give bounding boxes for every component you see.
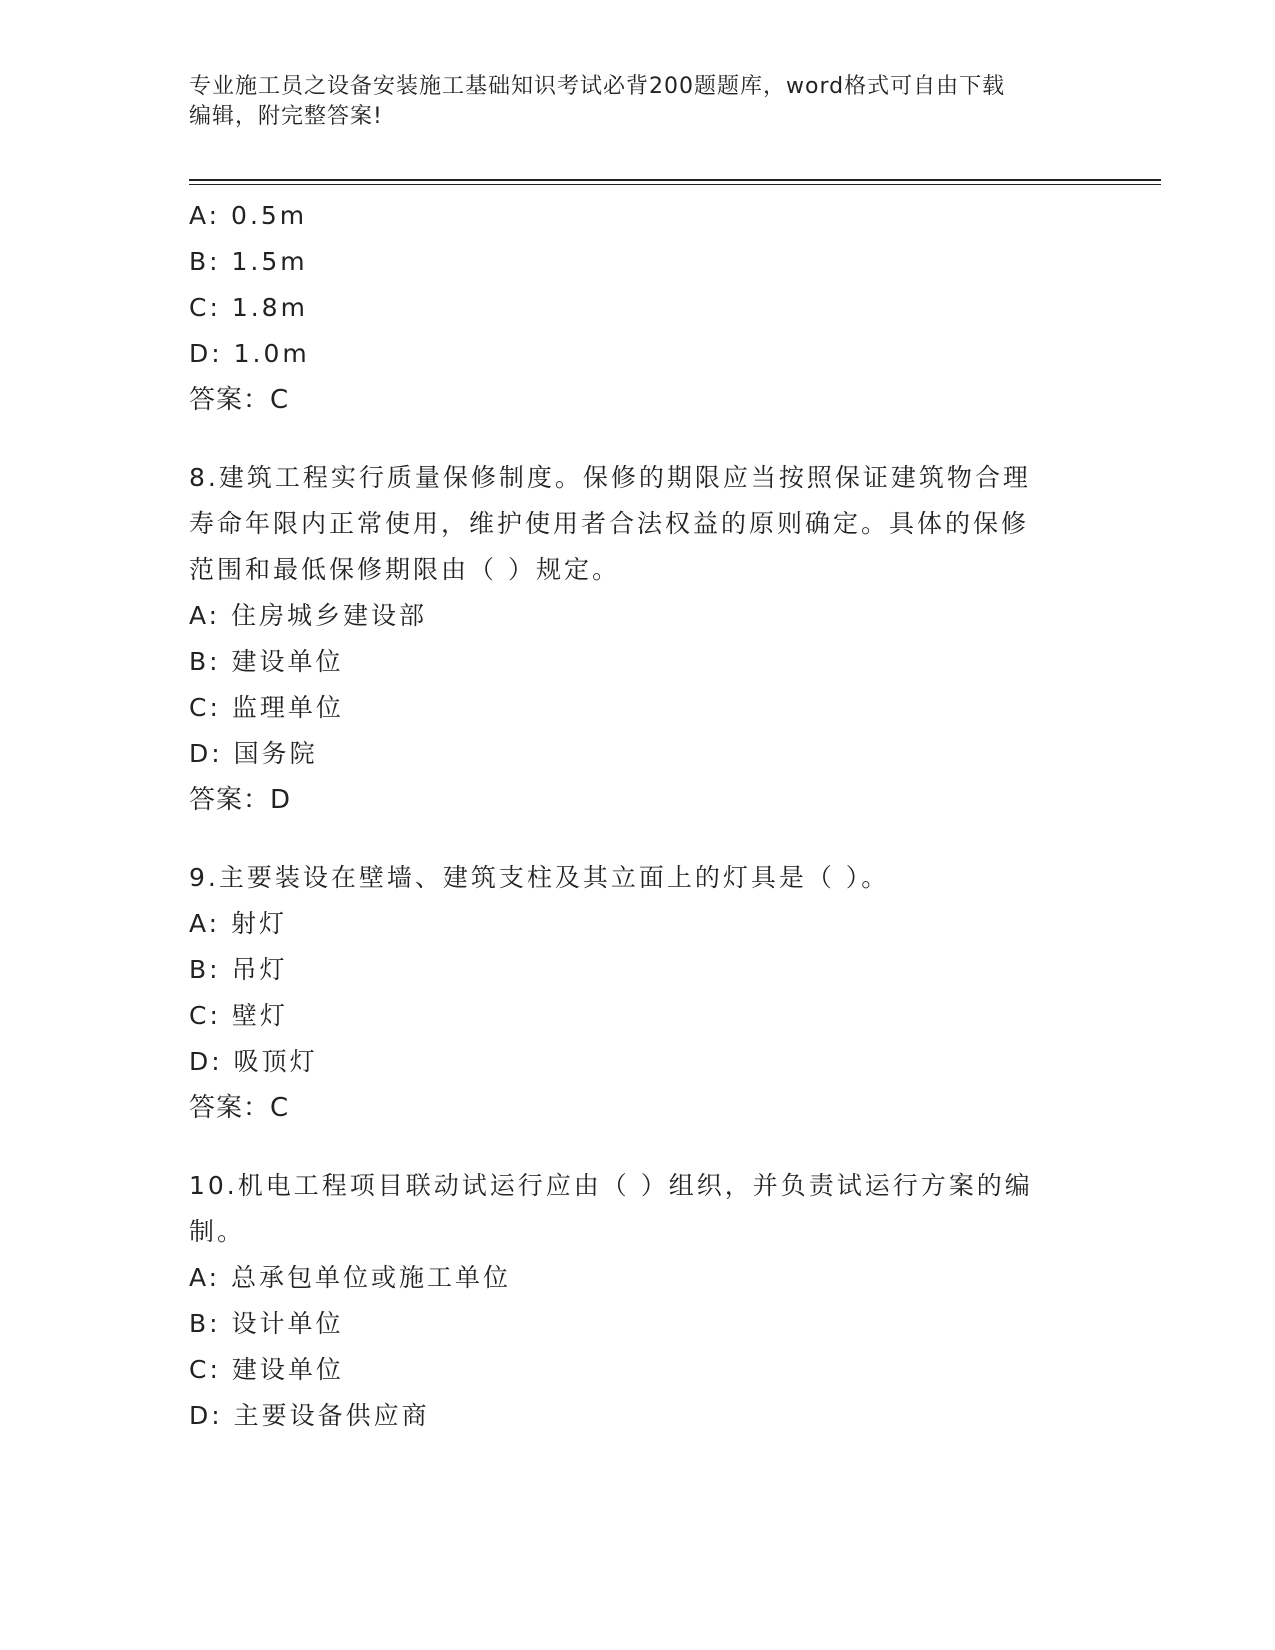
option-b: B: 设计单位 (189, 1309, 344, 1338)
question-stem-line: 范围和最低保修期限由（ ）规定。 (189, 555, 620, 584)
option-a: A: 总承包单位或施工单位 (189, 1263, 512, 1292)
question-list (189, 193, 1069, 1471)
option-a: A: 0.5m (189, 201, 308, 230)
answer-line: 答案：C (189, 385, 290, 415)
question-stem-line: 8.建筑工程实行质量保修制度。保修的期限应当按照保证建筑物合理 (189, 463, 1031, 492)
header-line-1: 专业施工员之设备安装施工基础知识考试必背200题题库，word格式可自由下载 (189, 74, 1006, 99)
question-7 (189, 193, 1069, 423)
question-9 (189, 855, 1069, 1131)
header-line-2: 编辑，附完整答案! (189, 104, 383, 129)
option-c: C: 1.8m (189, 293, 308, 322)
option-d: D: 吸顶灯 (189, 1047, 318, 1076)
question-10 (189, 1163, 1069, 1439)
option-c: C: 壁灯 (189, 1001, 288, 1030)
option-b: B: 吊灯 (189, 955, 288, 984)
option-c: C: 监理单位 (189, 693, 344, 722)
header-divider-thick (189, 179, 1161, 181)
option-d: D: 主要设备供应商 (189, 1401, 430, 1430)
option-d: D: 1.0m (189, 339, 310, 368)
question-stem-line: 9.主要装设在壁墙、建筑支柱及其立面上的灯具是（ ）。 (189, 863, 890, 892)
option-c: C: 建设单位 (189, 1355, 344, 1384)
option-a: A: 射灯 (189, 909, 288, 938)
question-8 (189, 455, 1069, 823)
option-a: A: 住房城乡建设部 (189, 601, 428, 630)
header-divider-thin (189, 184, 1161, 185)
option-b: B: 1.5m (189, 247, 308, 276)
option-d: D: 国务院 (189, 739, 318, 768)
answer-line: 答案：C (189, 1093, 290, 1123)
option-b: B: 建设单位 (189, 647, 344, 676)
question-stem-line: 寿命年限内正常使用，维护使用者合法权益的原则确定。具体的保修 (189, 509, 1030, 538)
document-header (189, 72, 1069, 132)
question-stem-line: 10.机电工程项目联动试运行应由（ ）组织，并负责试运行方案的编 (189, 1171, 1033, 1200)
answer-line: 答案：D (189, 785, 292, 815)
question-stem-line: 制。 (189, 1217, 246, 1246)
